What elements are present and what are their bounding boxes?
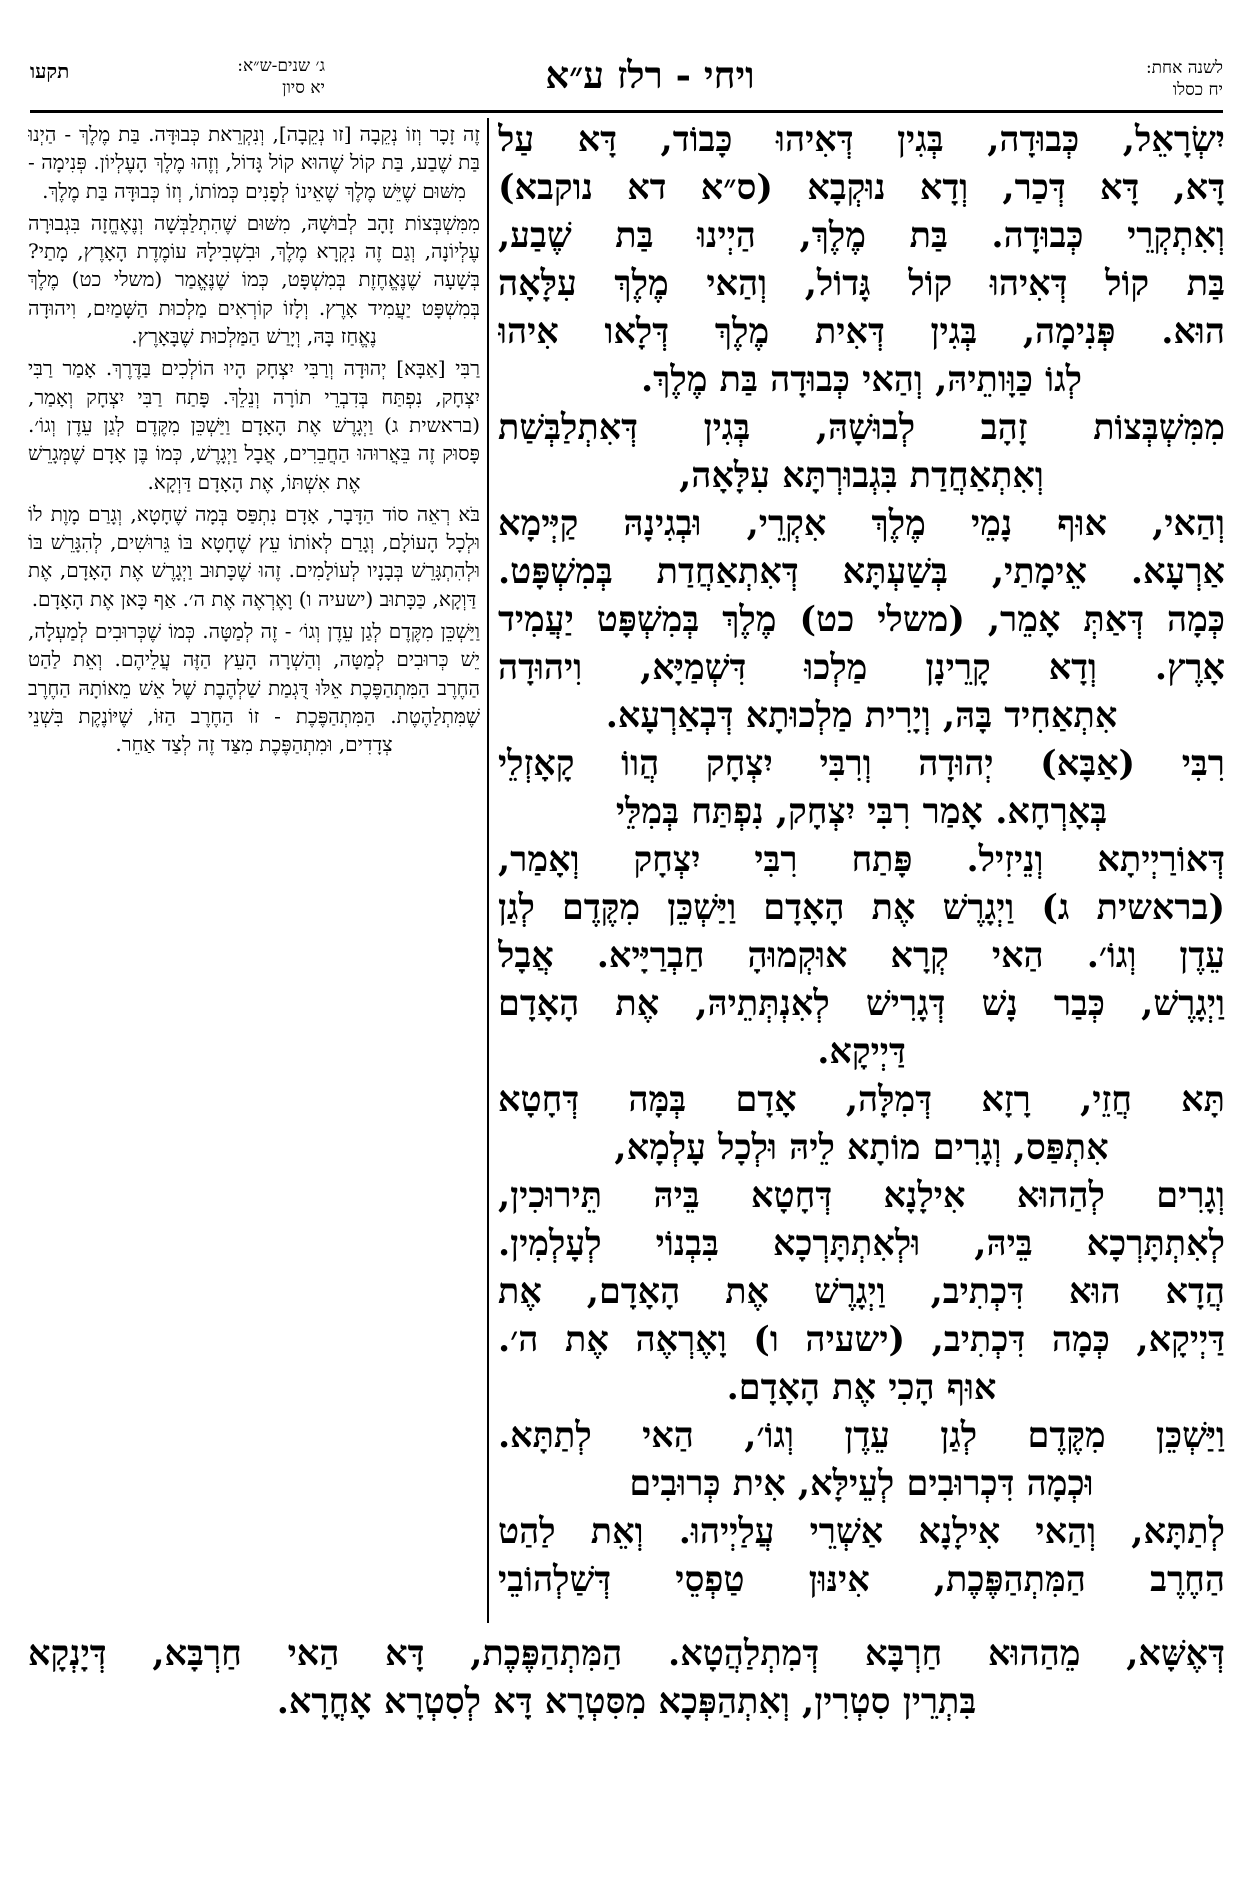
- translation-paragraph: זֶה זָכָר וְזוֹ נְקֵבָה [זו נְקֵבָה], וְנִקְרֵאת כְּבוּדָּה. בַּת מֶלֶךְ - הַיְנוּ בַּת שֶׁבַע, בַּת קוֹל שֶׁהוּא קוֹל גָּדוֹל, וְזֶהוּ מֶלֶךְ הָעֶלְיוֹן. פְּנִימָה - מִשּׁוּם שֶׁיֵּשׁ מֶלֶךְ שֶׁאֵינוֹ לְפָנִים כְּמוֹתוֹ, וְזוֹ כְּבוּדָּה בַּת מֶלֶךְ.: [28, 122, 480, 203]
- column-divider: [487, 118, 489, 1623]
- translation-paragraph: וַיַּשְׁכֵּן מִקֶּדֶם לְגַן עֵדֶן וְגוֹ׳ - זֶה לְמַטָּה. כְּמוֹ שֶׁכְּרוּבִים לְמַעְלָה, יֵשׁ כְּרוּבִים לְמַטָּה, וְהַשְׁרָה הָעֵץ הַזֶּה עֲלֵיהֶם. וְאֵת לַהַט הַחֶרֶב הַמִּתְהַפֶּכֶת אֵלּוּ דֻּגְמַת שַׁלְהֶבֶת שֶׁל אֵשׁ מֵאוֹתָהּ הַחֶרֶב שֶׁמִּתְלַהֶטֶת. הַמִּתְהַפֶּכֶת - זוֹ הַחֶרֶב הַזּוֹ, שֶׁיּוֹנֶקֶת בִּשְׁנֵי צְדָדִים, וּמִתְהַפֶּכֶת מִצַּד זֶה לְצַד אַחֵר.: [28, 619, 480, 757]
- three-years-date: יא סיון: [282, 78, 325, 98]
- main-line: אִתְאַחִיד בָּהּ, וְיָרִית מַלְכוּתָא דְּבְאַרְעָא.: [605, 695, 1118, 736]
- main-line: עֵדֶן וְגוֹ׳. הַאי קְרָא אוּקְמוּהָ חַבְרַיָּיא. אֲבָל: [498, 935, 1225, 976]
- main-line: דְּאוֹרַיְיתָא וְנֵיזִיל. פָּתַח רִבִּי יִצְחָק וְאָמַר,: [498, 839, 1225, 880]
- main-line: כְּמָה דְּאַתְּ אָמֵר, (משלי כט) מֶלֶךְ בְּמִשְׁפָּט יַעֲמִיד: [498, 599, 1225, 640]
- header-rule: [30, 110, 1223, 113]
- main-line: לְגוֹ כַּוָּותֵיהּ, וְהַאי כְּבוּדָה בַּת מֶלֶךְ.: [640, 359, 1082, 400]
- main-line: לְתַתָּא, וְהַאי אִילָנָא אַשְׁרֵי עֲלַיְיהוּ. וְאֵת לַהַט: [498, 1511, 1225, 1552]
- page-title: ויחי - רלז ע״א: [545, 53, 755, 97]
- main-line: וְאִתְאַחֲדַת בִּגְבוּרְתָּא עִלָּאָה,: [679, 455, 1044, 496]
- bottom-full-width-text: [28, 1630, 1225, 1726]
- main-line: בַּת קוֹל דְּאִיהוּ קוֹל גָּדוֹל, וְהַאי מֶלֶךְ עִלָּאָה: [498, 263, 1225, 304]
- main-line: וַיְגָרֶשׁ, כְּבַר נָשׁ דְּגָרִישׁ לְאִנְתְּתֵיהּ, אֶת הָאָדָם: [498, 983, 1225, 1024]
- bottom-line: דְּאֶשָּׁא, מֵהַהוּא חַרְבָּא דְּמִתְלַהֲטָא. הַמִּתְהַפֶּכֶת, דָּא הַאי חַרְבָּא, דְּיָנְקָא: [28, 1633, 1225, 1674]
- main-line: לְאִתְתָּרְכָא בֵּיהּ, וּלְאִתְתָּרְכָא בִּבְנוֹי לְעָלְמִין.: [498, 1223, 1225, 1264]
- one-year-schedule: [1058, 57, 1223, 101]
- main-line: הַחֶרֶב הַמִּתְהַפֶּכֶת, אִינּוּן טַפְסֵי דְּשַׁלְהוֹבֵי: [498, 1559, 1225, 1600]
- main-line: הוּא. פְּנִימָה, בְּגִין דְּאִית מֶלֶךְ דְּלָאו אִיהוּ: [498, 311, 1225, 352]
- page-header: [30, 55, 1223, 110]
- page-number: תקעו: [30, 59, 70, 83]
- main-line: דַּיְיקָא.: [817, 1031, 906, 1072]
- main-line: הֲדָא הוּא דִּכְתִיב, וַיְגָרֶשׁ אֶת הָאָדָם, אֶת: [498, 1271, 1225, 1312]
- main-line: דָּא, דָּא דְּכַר, וְדָא נוּקְבָא (ס״א דא נוקבא): [498, 167, 1225, 208]
- three-years-label: ג׳ שנים-ש״א:: [237, 56, 325, 76]
- one-year-label: לשנה אחת:: [1145, 58, 1223, 78]
- main-line: דַּיְיקָא, כְּמָה דִּכְתִיב, (ישעיה ו) וָאֶרְאֶה אֶת ה׳.: [498, 1319, 1225, 1360]
- main-line: אוּף הָכִי אֶת הָאָדָם.: [726, 1367, 997, 1408]
- hebrew-translation-column: [28, 120, 480, 1625]
- main-line: רִבִּי (אַבָּא) יְהוּדָה וְרִבִּי יִצְחָק הֲווֹ קָאָזְלֵי: [498, 743, 1225, 784]
- main-line: וַיַּשְׁכֵּן מִקֶּדֶם לְגַן עֵדֶן וְגוֹ׳, הַאי לְתַתָּא.: [498, 1415, 1225, 1456]
- translation-paragraph: רַבִּי [אַבָּא] יְהוּדָה וְרַבִּי יִצְחָק הָיוּ הוֹלְכִים בַּדֶּרֶךְ. אָמַר רַבִּי יִצְחָק, נִפְתַּח בְּדִבְרֵי תוֹרָה וְנֵלֵךְ. פָּתַח רַבִּי יִצְחָק וְאָמַר, (בראשית ג) וַיְגָרֶשׁ אֶת הָאָדָם וַיַּשְׁכֵּן מִקֶּדֶם לְגַן עֵדֶן וְגוֹ׳. פָּסוּק זֶה בֵּאֲרוּהוּ הַחֲבֵרִים, אֲבָל וַיְגָרֶשׁ, כְּמוֹ בֶּן אָדָם שֶׁמְּגָרֵשׁ אֶת אִשְׁתּוֹ, אֶת הָאָדָם דַּוְקָא.: [28, 356, 480, 494]
- main-line: וְאִתְקְרֵי כְּבוּדָה. בַּת מֶלֶךְ, הַיְינוּ בַּת שֶׁבַע,: [498, 215, 1225, 256]
- main-line: אָרֶץ. וְדָא קָרֵינָן מַלְכוּ דִּשְׁמַיָּא, וִיהוּדָה: [498, 647, 1225, 688]
- main-line: תָּא חֲזֵי, רָזָא דְּמִלָּה, אָדָם בְּמָּה דְּחָטָא: [498, 1079, 1225, 1120]
- main-line: יִשְׂרָאֵל, כְּבוּדָה, בְּגִין דְּאִיהוּ כָּבוֹד, דָּא עַל: [498, 119, 1225, 160]
- translation-paragraph: בֹּא רְאֵה סוֹד הַדָּבָר, אָדָם נִתְפַּס בְּמָה שֶׁחָטָא, וְגָרַם מָוֶת לוֹ וּלְכָל הָעוֹלָם, וְגָרַם לְאוֹתוֹ עֵץ שֶׁחָטָא בּוֹ גֵּרוּשִׁים, לְהִגָּרֵשׁ בּוֹ וּלְהִתְגָּרֵשׁ בְּבָנָיו לְעוֹלָמִים. זֶהוּ שֶׁכָּתוּב וַיְגָרֶשׁ אֶת הָאָדָם, אֶת דַּוְקָא, כַּכָּתוּב (ישעיה ו) וָאֶרְאֶה אֶת ה׳. אַף כָּאן אֶת הָאָדָם.: [28, 501, 480, 611]
- main-line: אִתְפַּס, וְגָרִים מוֹתָא לֵיהּ וּלְכָל עָלְמָא,: [614, 1127, 1109, 1168]
- three-years-schedule: [150, 55, 325, 99]
- translation-paragraph: מִמִּשְׁבְּצוֹת זָהָב לְבוּשָׁהּ, מִשּׁוּם שֶׁהִתְלַבְּשָׁה וְנֶאֶחֱזָה בִּגְבוּרָה עֶלְיוֹנָה, וְגַם זֶה נִקְרָא מֶלֶךְ, וּבִשְׁבִילָהּ עוֹמֶדֶת הָאָרֶץ, מָתַי? בְּשָׁעָה שֶׁנֶּאֱחֶזֶת בְּמִשְׁפָּט, כְּמוֹ שֶׁנֶּאֱמַר (משלי כט) מֶלֶךְ בְּמִשְׁפָּט יַעֲמִיד אָרֶץ. וְלָזוֹ קוֹרְאִים מַלְכוּת הַשָּׁמַיִם, וִיהוּדָה נֶאֱחַז בָּהּ, וְיָרַשׁ הַמַּלְכוּת שֶׁבָּאָרֶץ.: [28, 210, 480, 349]
- main-line: וְהַאי, אוּף נָמֵי מֶלֶךְ אִקְרֵי, וּבְגִינָהּ קַיְּימָא: [498, 503, 1225, 544]
- main-line: וְגָרִים לְהַהוּא אִילָנָא דְּחָטָא בֵּיהּ תֵּירוּכִין,: [498, 1175, 1225, 1216]
- main-line: וּכְמָה דִּכְרוּבִים לְעֵילָּא, אִית כְּרוּבִים: [629, 1463, 1094, 1504]
- main-line: בְּאָרְחָא. אָמַר רִבִּי יִצְחָק, נִפְתַּח בְּמִלֵּי: [615, 791, 1108, 832]
- main-aramaic-column: [498, 116, 1225, 1628]
- main-line: (בראשית ג) וַיְגָרֶשׁ אֶת הָאָדָם וַיַּשְׁכֵּן מִקֶּדֶם לְגַן: [498, 887, 1225, 928]
- bottom-line: בִּתְרֵין סִטְרִין, וְאִתְהַפְּכָא מִסִּטְרָא דָּא לְסִטְרָא אָחֳרָא.: [276, 1681, 977, 1722]
- main-line: מִמִּשְׁבְּצוֹת זָהָב לְבוּשָׁהּ, בְּגִין דְּאִתְלַבְּשַׁת: [498, 407, 1225, 448]
- one-year-date: יח כסלו: [1172, 80, 1223, 100]
- main-line: אַרְעָא. אֵימָתַי, בְּשַׁעְתָּא דְּאִתְאַחֲדַת בְּמִשְׁפָּט.: [498, 551, 1225, 592]
